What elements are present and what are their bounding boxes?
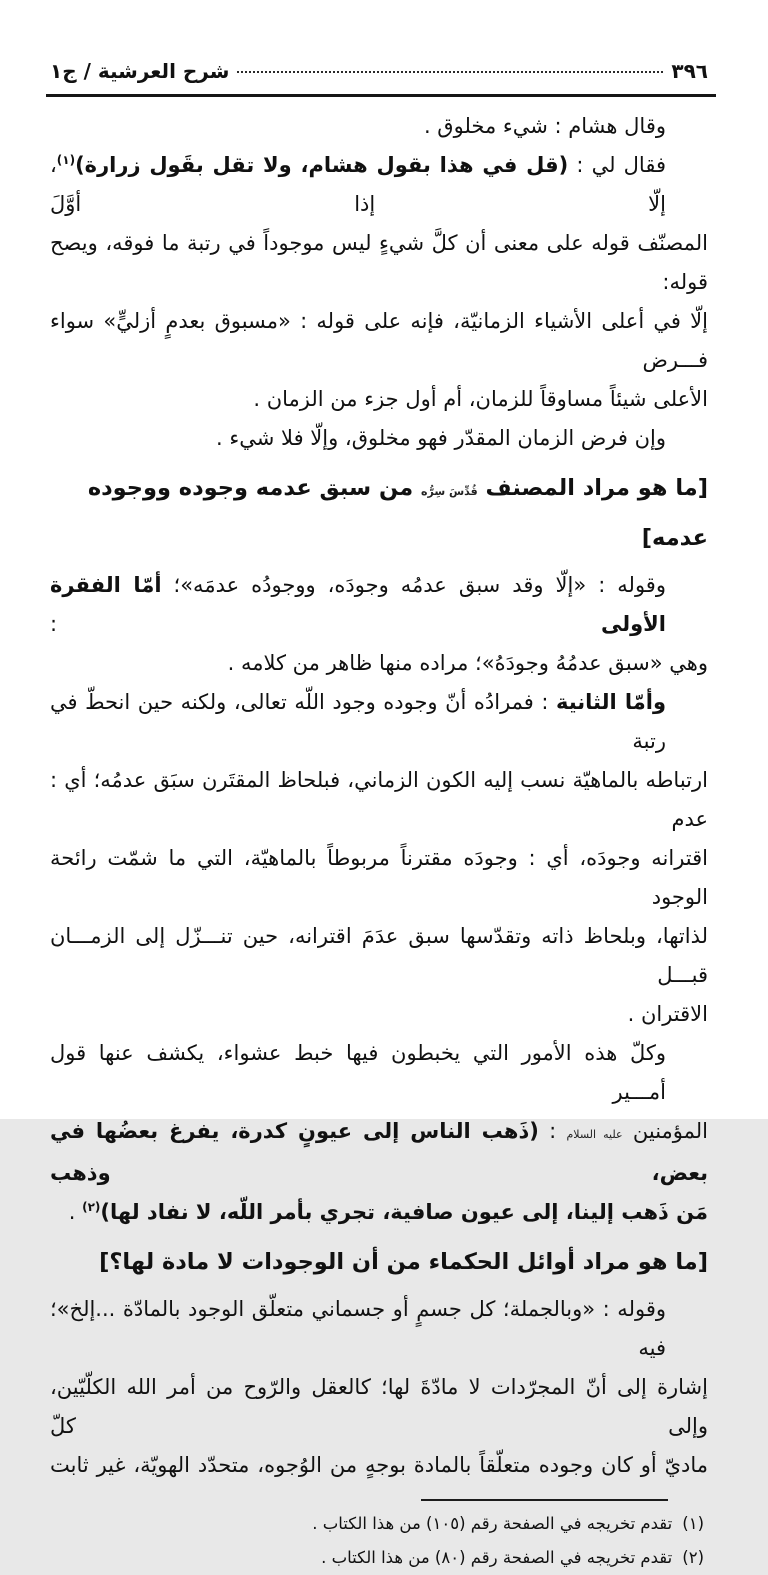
heading-text: [ما هو مراد المصنف [477, 475, 708, 501]
body-text: ماديّ أو كان وجوده متعلّقاً بالمادة بوجهٍ من الوُجوه، متحدّد الهويّة، غير ثابت [50, 1453, 708, 1477]
footnote-text: تقدم تخريجه في الصفحة رقم (١٠٥) من هذا الكتاب . [312, 1514, 673, 1533]
running-header [50, 56, 708, 86]
body-text: المصنّف قوله على معنى أن كلَّ شيءٍ ليس موجوداً في رتبة ما فوقه، ويصح قوله: [50, 231, 708, 294]
body-line [50, 839, 708, 917]
body-line [50, 419, 708, 458]
body-text: إشارة إلى أنّ المجرّدات لا مادّةَ لها؛ كالعقل والرّوح من أمر الله الكلّيّين، وإلى كلّ [50, 1375, 708, 1438]
footnote-text: تقدم تخريجه في الصفحة رقم (٨٠) من هذا الكتاب . [321, 1548, 673, 1567]
body-line [50, 302, 708, 380]
footnote-ref-1: (١) [56, 153, 76, 167]
footnote-marker: (١) [682, 1514, 704, 1533]
body-text: وقوله : «وبالجملة؛ كل جسمٍ أو جسماني متعلّق الوجود بالمادّة ...إلخ»؛ فيه [50, 1297, 666, 1360]
body-line [50, 1193, 708, 1232]
body-text: لذاتها، وبلحاظ ذاته وتقدّسها سبق عدَمَ اقترانه، حين تنـــزّل إلى الزمـــان قبـــل [50, 924, 708, 987]
body-text: فقال لي : [568, 153, 666, 177]
body-text: وهي «سبق عدمُهُ وجودَهُ»؛ مراده منها ظاهر من كلامه . [227, 651, 708, 675]
alayhi-salam-honorific: عليه السلام [566, 1128, 623, 1141]
body-text: ارتباطه بالماهيّة نسب إليه الكون الزماني، فبلحاظ المقتَرن سبَق عدمُه؛ أي : عدم [50, 768, 708, 831]
quoted-hadith: مَن ذَهب إلينا، إلى عيون صافية، تجري بأمر اللّه، لا نفاد لها) [100, 1200, 708, 1224]
body-text: وإن فرض الزمان المقدّر فهو مخلوق، وإلّا فلا شيء . [216, 426, 666, 450]
section-heading-author-intent [50, 465, 708, 561]
body-line [50, 566, 708, 644]
footnote [50, 1507, 708, 1541]
footnotes [50, 1507, 708, 1575]
body-text: إلّا في أعلى الأشياء الزمانيّة، فإنه على قوله : «مسبوق بعدمٍ أزليٍّ» سواء فـــرض [50, 309, 708, 372]
footnote-ref-2: (٢) [82, 1200, 101, 1214]
body-text: اقترانه وجودَه، أي : وجودَه مقترناً مربوطاً بالماهيّة، التي ما شمّت رائحة الوجود [50, 846, 708, 909]
body-line [50, 1446, 708, 1485]
heading-text: من سبق عدمه وجوده ووجوده عدمه] [87, 475, 708, 551]
body-line [50, 683, 708, 761]
body-line [50, 1034, 708, 1112]
body-text: المؤمنين [622, 1119, 709, 1143]
body-line [50, 917, 708, 995]
body-text: : [50, 612, 601, 636]
quddisa-sirruh-honorific: قُدِّسَ سِرُّه [420, 485, 478, 498]
body-text: وكلّ هذه الأمور التي يخبطون فيها خبط عشواء، يكشف عنها قول أمـــير [50, 1041, 666, 1104]
quoted-hadith: (قل في هذا بقول هشام، ولا تقل بقَول زرارة) [75, 153, 569, 177]
body-line [50, 761, 708, 839]
body-line [50, 644, 708, 683]
body-text: . [68, 1200, 83, 1224]
footnote-separator-rule [421, 1499, 668, 1501]
emphasis-text: وأمّا الثانية [555, 690, 667, 714]
body-line [50, 224, 708, 302]
body-line [50, 107, 708, 146]
body-text: وقال هشام : شيء مخلوق . [423, 114, 666, 138]
page-body [50, 97, 708, 1485]
body-line [50, 380, 708, 419]
body-line [50, 1368, 708, 1446]
body-line [50, 146, 708, 224]
body-line [50, 1112, 708, 1193]
header-leader-dots [237, 70, 663, 73]
body-text: ، إلّا إذا أوَّلَ [50, 153, 666, 216]
footnote [50, 1541, 708, 1575]
emphasis-text: أمّا الفقرة الأولى [50, 573, 666, 636]
body-text: وقوله : «إلّا وقد سبق عدمُه وجودَه، ووجودُه عدمَه»؛ [161, 573, 666, 597]
body-text: : فمرادُه أنّ وجوده وجود اللّه تعالى، ولكنه حين انحطّ في رتبة [50, 690, 666, 753]
section-heading-philosophers-intent: [ما هو مراد أوائل الحكماء من أن الوجودات لا مادة لها؟] [99, 1249, 708, 1275]
body-text: : [538, 1119, 567, 1143]
quoted-hadith: (ذَهب الناس إلى عيونٍ كدرة، يفرغ بعضُها في بعض، وذهب [50, 1119, 708, 1185]
footnote-marker: (٢) [682, 1548, 704, 1567]
body-text: الأعلى شيئاً مساوقاً للزمان، أم أول جزء من الزمان . [253, 387, 708, 411]
body-line [50, 1290, 708, 1368]
body-text: الاقتران . [627, 1002, 708, 1026]
body-line [50, 995, 708, 1034]
book-title: شرح العرشية / ج١ [50, 59, 230, 83]
page-number: ٣٩٦ [671, 59, 708, 83]
